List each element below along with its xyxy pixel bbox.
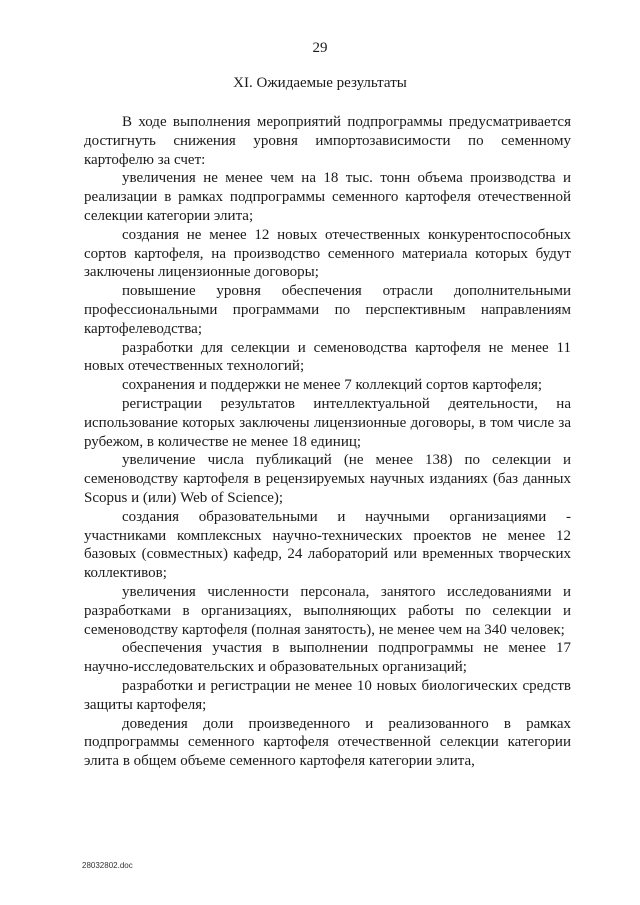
footer-filename: 28032802.doc <box>82 861 133 870</box>
paragraph-item: регистрации результатов интеллектуальной деятельности, на использование которых заключены лицензионные договоры, в том числе за рубежом, в количестве не менее 18 единиц; <box>84 395 571 450</box>
paragraph-item: создания образовательными и научными организациями - участниками комплексных научно-технических проектов не менее 12 базовых (совместных) кафедр, 24 лабораторий или временных творческих коллективов; <box>84 508 571 582</box>
page-number: 29 <box>312 40 328 56</box>
paragraph-item: разработки и регистрации не менее 10 новых биологических средств защиты картофеля; <box>84 677 571 713</box>
paragraph-item: создания не менее 12 новых отечественных конкурентоспособных сортов картофеля, на производство семенного материала которых будут заключены лицензионные договоры; <box>84 226 571 281</box>
paragraph-item: повышение уровня обеспечения отрасли дополнительными профессиональными программами по перспективным направлениям картофелеводства; <box>84 283 571 337</box>
paragraph-item: доведения доли произведенного и реализованного в рамках подпрограммы семенного картофеля отечественной селекции категории элита в общем объеме семенного картофеля категории элита, <box>84 715 571 770</box>
paragraph-item: увеличения численности персонала, занятого исследованиями и разработками в организациях, выполняющих работы по селекции и семеноводству картофеля (полная занятость), не менее чем на 340 человек; <box>84 583 571 638</box>
paragraph-intro: В ходе выполнения мероприятий подпрограммы предусматривается достигнуть снижения уровня импортозависимости по семенному картофелю за счет: <box>84 114 571 168</box>
document-body <box>84 113 571 771</box>
paragraph-item: разработки для селекции и семеноводства картофеля не менее 11 новых отечественных технологий; <box>84 339 571 375</box>
section-title: XI. Ожидаемые результаты <box>233 75 407 91</box>
paragraph-item: увеличения не менее чем на 18 тыс. тонн объема производства и реализации в рамках подпрограммы семенного картофеля отечественной селекции категории элита; <box>84 170 571 224</box>
paragraph-item: обеспечения участия в выполнении подпрограммы не менее 17 научно-исследовательских и образовательных организаций; <box>84 640 571 676</box>
paragraph-item: увеличение числа публикаций (не менее 138) по селекции и семеноводству картофеля в рецензируемых научных изданиях (баз данных Scopus и (или) Web of Science); <box>84 452 571 506</box>
paragraph-item: сохранения и поддержки не менее 7 коллекций сортов картофеля; <box>122 377 543 394</box>
